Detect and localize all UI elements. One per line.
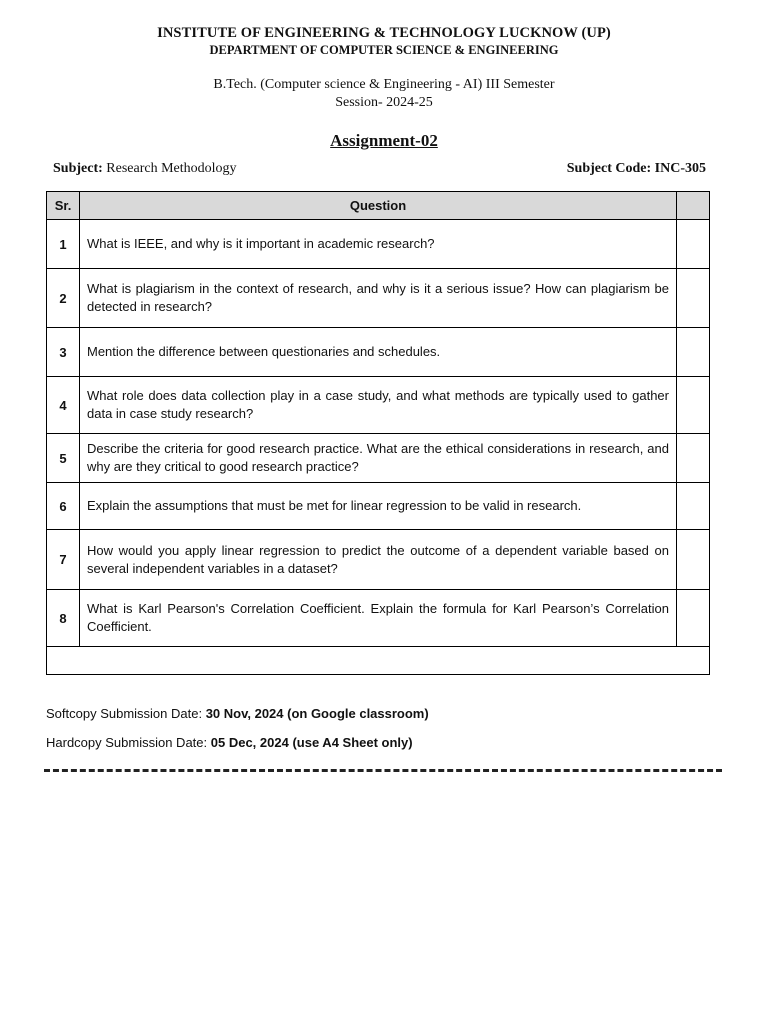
row-sr: 1 — [47, 220, 80, 269]
column-header-question: Question — [80, 192, 677, 220]
row-question: Describe the criteria for good research practice. What are the ethical considerations in research, and why are they critical to good research practice? — [80, 434, 677, 483]
row-sr: 4 — [47, 377, 80, 434]
row-blank-cell — [677, 269, 710, 328]
row-sr: 2 — [47, 269, 80, 328]
row-blank-cell — [677, 434, 710, 483]
softcopy-label: Softcopy Submission Date: — [46, 706, 203, 721]
table-row — [47, 220, 710, 269]
row-blank-cell — [677, 530, 710, 590]
hardcopy-date: 05 Dec, 2024 (use A4 Sheet only) — [210, 735, 413, 750]
institute-name: INSTITUTE OF ENGINEERING & TECHNOLOGY LUCKNOW (UP) — [157, 25, 611, 41]
table-header-row — [47, 192, 710, 220]
session-line: Session- 2024-25 — [335, 95, 433, 110]
row-sr: 6 — [47, 483, 80, 530]
column-header-blank — [677, 192, 710, 220]
table-row — [47, 377, 710, 434]
row-blank-cell — [677, 220, 710, 269]
table-row — [47, 269, 710, 328]
softcopy-date: 30 Nov, 2024 (on Google classroom) — [205, 706, 429, 721]
row-sr: 8 — [47, 590, 80, 647]
subject-label: Subject: — [53, 161, 103, 176]
row-question: Explain the assumptions that must be met for linear regression to be valid in research. — [80, 483, 677, 530]
table-empty-row — [47, 647, 710, 675]
table-row — [47, 590, 710, 647]
row-question: What is IEEE, and why is it important in academic research? — [80, 220, 677, 269]
assignment-title — [0, 131, 768, 151]
row-question: Mention the difference between questionaries and schedules. — [80, 328, 677, 377]
program-line: B.Tech. (Computer science & Engineering - AI) III Semester — [213, 77, 555, 92]
row-sr: 3 — [47, 328, 80, 377]
row-question: How would you apply linear regression to predict the outcome of a dependent variable based on several independent variables in a dataset? — [80, 530, 677, 590]
row-question: What is Karl Pearson's Correlation Coefficient. Explain the formula for Karl Pearson’s Correlation Coefficient. — [80, 590, 677, 647]
softcopy-submission — [46, 706, 429, 721]
hardcopy-submission — [46, 735, 413, 750]
table-row — [47, 434, 710, 483]
table-row — [47, 328, 710, 377]
row-blank-cell — [677, 590, 710, 647]
subject-name: Research Methodology — [106, 161, 237, 176]
subject-line — [53, 161, 237, 177]
subject-code-label: Subject Code: — [566, 161, 652, 176]
row-question: What role does data collection play in a case study, and what methods are typically used to gather data in case study research? — [80, 377, 677, 434]
questions-table — [46, 191, 710, 675]
row-blank-cell — [677, 483, 710, 530]
dashed-divider — [44, 769, 722, 772]
row-blank-cell — [677, 328, 710, 377]
table-row — [47, 530, 710, 590]
subject-code: INC-305 — [654, 161, 706, 176]
row-sr: 7 — [47, 530, 80, 590]
column-header-sr: Sr. — [47, 192, 80, 220]
row-question: What is plagiarism in the context of research, and why is it a serious issue? How can plagiarism be detected in research? — [80, 269, 677, 328]
department-name: DEPARTMENT OF COMPUTER SCIENCE & ENGINEERING — [209, 43, 559, 57]
hardcopy-label: Hardcopy Submission Date: — [46, 735, 208, 750]
row-sr: 5 — [47, 434, 80, 483]
table-row — [47, 483, 710, 530]
row-blank-cell — [677, 377, 710, 434]
empty-cell — [47, 647, 710, 675]
assignment-title-text: Assignment-02 — [330, 131, 438, 150]
subject-code-line — [567, 161, 706, 177]
